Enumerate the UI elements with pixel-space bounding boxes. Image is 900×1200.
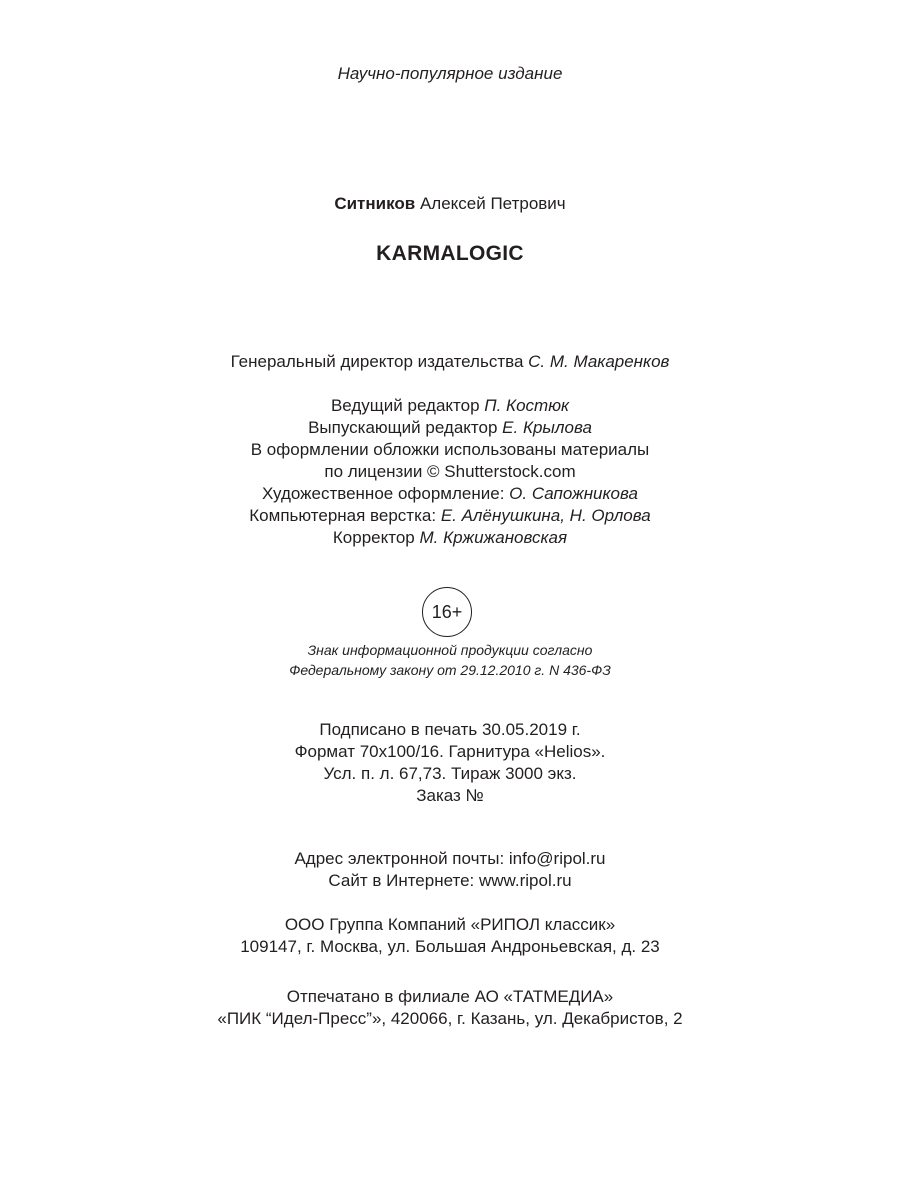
art-design-label: Художественное оформление: [262, 484, 505, 503]
contacts-block [0, 848, 900, 892]
author-given-names: Алексей Петрович [419, 194, 566, 213]
lead-editor-label: Ведущий редактор [330, 396, 480, 415]
layout-line [0, 505, 900, 527]
cover-materials-line-2: по лицензии © Shutterstock.com [324, 462, 576, 481]
edition-type: Научно-популярное издание [337, 64, 563, 83]
release-editor-line [0, 417, 900, 439]
release-editor-name: Е. Крылова [502, 418, 592, 437]
format-line: Формат 70x100/16. Гарнитура «Helios». [294, 742, 606, 761]
book-title: KARMALOGIC [376, 242, 524, 265]
cover-materials-line-1: В оформлении обложки использованы материалы [250, 440, 650, 459]
order-line: Заказ № [416, 786, 484, 805]
age-rating-note [0, 640, 900, 680]
director-name: С. М. Макаренков [528, 352, 670, 371]
website-line: Сайт в Интернете: www.ripol.ru [328, 871, 572, 890]
proofreader-label: Корректор [332, 528, 415, 547]
signed-to-print: Подписано в печать 30.05.2019 г. [319, 720, 581, 739]
proofreader-line [0, 527, 900, 549]
publisher-address: 109147, г. Москва, ул. Большая Андроньевская, д. 23 [240, 937, 660, 956]
printer-line-1: Отпечатано в филиале АО «ТАТМЕДИА» [286, 987, 614, 1006]
director-line [0, 351, 900, 373]
printer-block [0, 986, 900, 1030]
sheets-line: Усл. п. л. 67,73. Тираж 3000 экз. [323, 764, 577, 783]
layout-names: Е. Алёнушкина, Н. Орлова [440, 506, 651, 525]
publisher-block [0, 914, 900, 958]
age-note-line-1: Знак информационной продукции согласно [307, 642, 593, 658]
print-info-block [0, 719, 900, 807]
art-design-name: О. Сапожникова [509, 484, 638, 503]
author-surname: Ситников [334, 194, 416, 213]
printer-line-2: «ПИК “Идел-Пресс”», 420066, г. Казань, ул. Декабристов, 2 [217, 1009, 683, 1028]
age-note-line-2: Федеральному закону от 29.12.2010 г. N 436-ФЗ [289, 662, 611, 678]
publisher-name: ООО Группа Компаний «РИПОЛ классик» [284, 915, 616, 934]
lead-editor-line [0, 395, 900, 417]
release-editor-label: Выпускающий редактор [308, 418, 498, 437]
author-line [0, 193, 900, 215]
layout-label: Компьютерная верстка: [249, 506, 437, 525]
proofreader-name: М. Кржижановская [419, 528, 568, 547]
director-label: Генеральный директор издательства [230, 352, 524, 371]
email-line: Адрес электронной почты: info@ripol.ru [294, 849, 606, 868]
lead-editor-name: П. Костюк [484, 396, 570, 415]
age-rating-badge: 16+ [422, 587, 472, 637]
art-design-line [0, 483, 900, 505]
credits-block [0, 395, 900, 549]
